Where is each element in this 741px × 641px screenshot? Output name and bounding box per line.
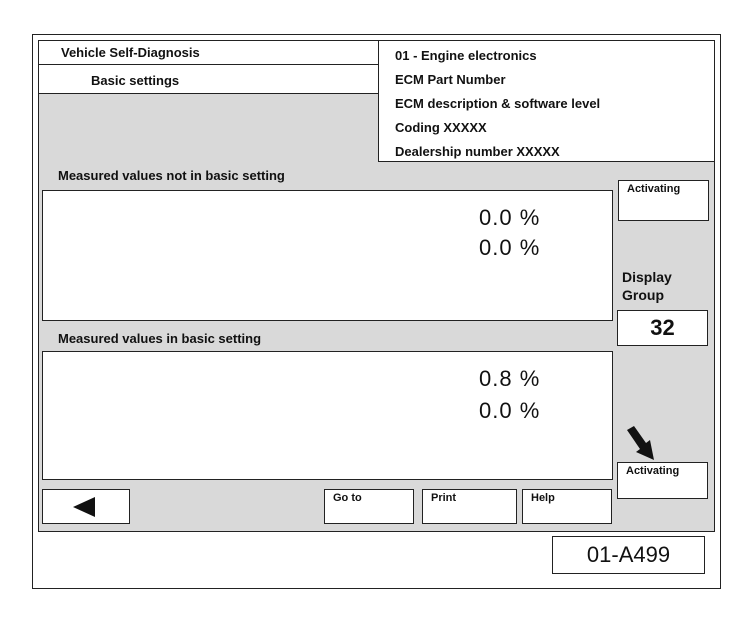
function-box <box>38 64 380 94</box>
help-button[interactable] <box>522 489 612 524</box>
info-coding: Coding XXXXX <box>395 120 487 135</box>
ecu-info-box <box>378 40 715 162</box>
activating-button-bottom[interactable] <box>617 462 708 499</box>
help-label: Help <box>531 492 555 504</box>
not-basic-value-2: 0.0 % <box>479 235 541 260</box>
activating-top-label: Activating <box>627 183 681 195</box>
not-basic-values-box <box>42 190 613 321</box>
info-engine: 01 - Engine electronics <box>395 48 537 63</box>
info-part-number: ECM Part Number <box>395 72 506 87</box>
basic-value-2: 0.0 % <box>479 398 541 423</box>
display-group-value[interactable]: 32 <box>617 310 708 346</box>
basic-value-1: 0.8 % <box>479 366 541 391</box>
goto-button[interactable] <box>324 489 414 524</box>
info-description: ECM description & software level <box>395 96 601 111</box>
back-button[interactable] <box>42 489 130 524</box>
print-button[interactable] <box>422 489 517 524</box>
diagonal-arrow-icon <box>625 426 659 462</box>
figure-id: 01-A499 <box>552 536 705 574</box>
basic-values-box <box>42 351 613 480</box>
left-triangle-icon <box>73 497 95 517</box>
print-label: Print <box>431 492 457 504</box>
title-box <box>38 40 380 65</box>
activating-button-top[interactable] <box>618 180 709 221</box>
display-group-label: Display Group <box>622 269 672 303</box>
info-dealership: Dealership number XXXXX <box>395 144 560 159</box>
activating-bottom-label: Activating <box>626 465 680 477</box>
function-label: Basic settings <box>91 73 180 88</box>
not-basic-label: Measured values not in basic setting <box>58 168 285 183</box>
window-title: Vehicle Self-Diagnosis <box>61 45 200 60</box>
basic-label: Measured values in basic setting <box>58 331 262 346</box>
not-basic-value-1: 0.0 % <box>479 205 541 230</box>
goto-label: Go to <box>333 492 362 504</box>
